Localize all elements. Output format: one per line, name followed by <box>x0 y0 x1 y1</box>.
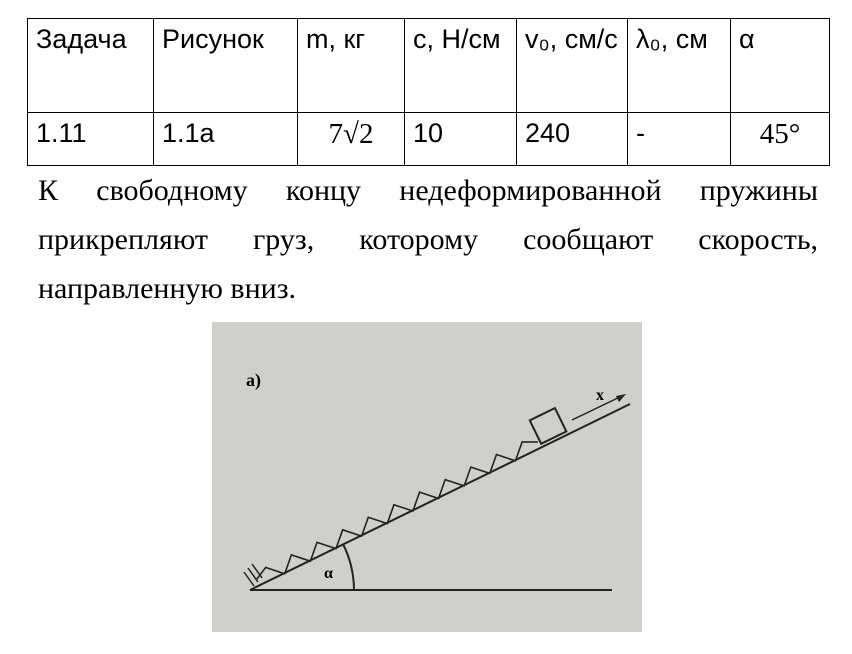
spring <box>256 442 538 580</box>
table-header-row <box>28 19 830 113</box>
angle-arc <box>343 544 354 590</box>
cell-figure: 1.1а <box>154 113 298 166</box>
header-stiffness: c, Н/см <box>405 19 517 113</box>
cell-mass: 7√2 <box>298 113 405 166</box>
cell-stiffness: 10 <box>405 113 517 166</box>
table-row <box>28 113 830 166</box>
x-axis-arrowhead <box>616 394 626 402</box>
angle-label: α <box>324 565 333 582</box>
parameters-table <box>27 18 830 166</box>
problem-text: К свободному концу недеформированной пружины прикрепляют груз, которому сообщают скорость, направленную вниз. <box>38 174 818 305</box>
figure-label: а) <box>246 370 261 390</box>
figure-inclined-spring <box>212 322 642 632</box>
cell-velocity: 240 <box>517 113 628 166</box>
cell-task: 1.11 <box>28 113 154 166</box>
x-axis-label: x <box>596 387 604 404</box>
cell-lambda: - <box>628 113 731 166</box>
header-velocity: v₀, см/с <box>517 19 628 113</box>
header-alpha: α <box>731 19 830 113</box>
header-task: Задача <box>28 19 154 113</box>
figure-diagram <box>212 322 642 632</box>
header-lambda: λ₀, см <box>628 19 731 113</box>
incline-line <box>250 404 630 590</box>
header-figure: Рисунок <box>154 19 298 113</box>
header-mass: m, кг <box>298 19 405 113</box>
cell-alpha: 45° <box>731 113 830 166</box>
